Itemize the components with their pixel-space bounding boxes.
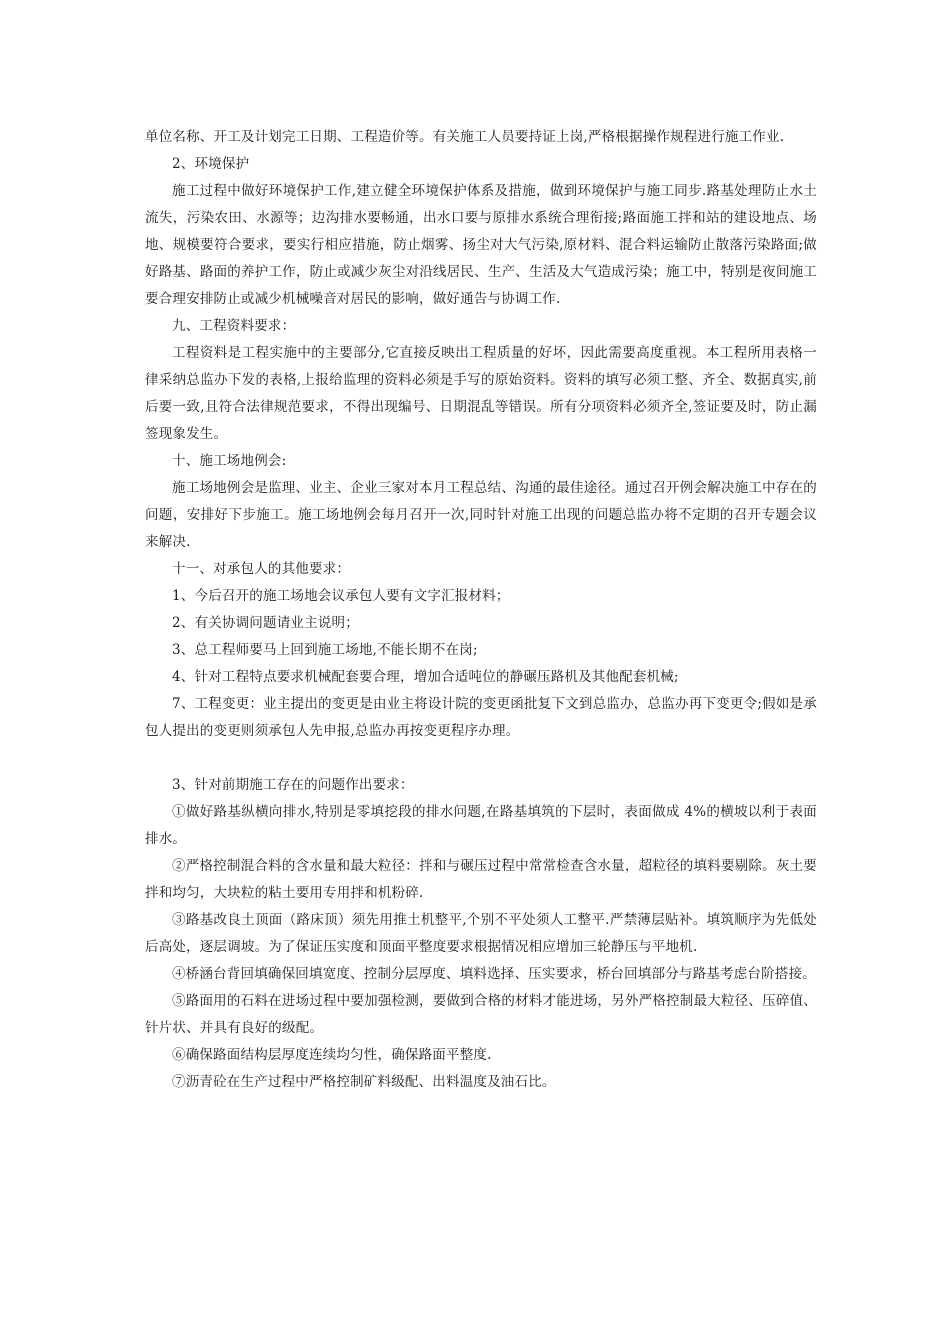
paragraph: 十、施工场地例会:	[172, 453, 287, 469]
paragraph: 1、今后召开的施工场地会议承包人要有文字汇报材料；	[172, 588, 510, 604]
paragraph: 3、总工程师要马上回到施工场地,不能长期不在岗;	[172, 642, 478, 658]
paragraph: 施工场地例会是监理、业主、企业三家对本月工程总结、沟通的最佳途径。通过召开例会解决施工中存在的问题，安排好下步施工。施工场地例会每月召开一次,同时针对施工出现的问题总监办将不定期的召开专题会议来解决.	[145, 480, 817, 550]
paragraph: ②严格控制混合料的含水量和最大粒径：拌和与碾压过程中常常检查含水量，超粒径的填料要剔除。灰土要拌和均匀，大块粒的粘土要用专用拌和机粉碎.	[145, 858, 817, 901]
paragraph: ③路基改良土顶面（路床顶）须先用推土机整平,个别不平处须人工整平.严禁薄层贴补。填筑顺序为先低处后高处，逐层调坡。为了保证压实度和顶面平整度要求根据情况相应增加三轮静压与平地机.	[145, 912, 817, 955]
paragraph: 九、工程资料要求：	[172, 318, 296, 334]
paragraph: 4、针对工程特点要求机械配套要合理，增加合适吨位的静碾压路机及其他配套机械;	[172, 669, 679, 685]
paragraph: 单位名称、开工及计划完工日期、工程造价等。有关施工人员要持证上岗,严格根据操作规程进行施工作业.	[145, 129, 785, 145]
paragraph: ①做好路基纵横向排水,特别是零填挖段的排水问题,在路基填筑的下层时，表面做成 4%的横坡以利于表面排水。	[145, 804, 817, 847]
paragraph: 3、针对前期施工存在的问题作出要求：	[172, 777, 414, 793]
paragraph: 2、环境保护	[172, 156, 250, 172]
paragraph: 2、有关协调问题请业主说明；	[172, 615, 359, 631]
paragraph: ⑤路面用的石料在进场过程中要加强检测，要做到合格的材料才能进场，另外严格控制最大粒径、压碎值、针片状、并具有良好的级配。	[145, 993, 817, 1036]
paragraph: 工程资料是工程实施中的主要部分,它直接反映出工程质量的好坏，因此需要高度重视。本工程所用表格一律采纳总监办下发的表格,上报给监理的资料必须是手写的原始资料。资料的填写必须工整、齐全、数据真实,前后要一致,且符合法律规范要求，不得出现编号、日期混乱等错误。所有分项资料必须齐全,签证要及时，防止漏签现象发生。	[145, 345, 817, 442]
blank-line	[145, 745, 817, 772]
paragraph: 施工过程中做好环境保护工作,建立健全环境保护体系及措施，做到环境保护与施工同步.路基处理防止水土流失，污染农田、水源等；边沟排水要畅通，出水口要与原排水系统合理衔接;路面施工拌和站的建设地点、场地、规模要符合要求，要实行相应措施，防止烟雾、扬尘对大气污染,原材料、混合料运输防止散落污染路面;做好路基、路面的养护工作，防止或减少灰尘对沿线居民、生产、生活及大气造成污染；施工中，特别是夜间施工要合理安排防止或减少机械噪音对居民的影响，做好通告与协调工作.	[145, 183, 817, 307]
paragraph: ⑥确保路面结构层厚度连续均匀性，确保路面平整度.	[172, 1047, 492, 1063]
document-body	[145, 124, 817, 1096]
paragraph: 十一、对承包人的其他要求：	[172, 561, 351, 577]
paragraph: 7、工程变更：业主提出的变更是由业主将设计院的变更函批复下文到总监办，总监办再下变更令;假如是承包人提出的变更则须承包人先申报,总监办再按变更程序办理。	[145, 696, 817, 739]
paragraph: ④桥涵台背回填确保回填宽度、控制分层厚度、填料选择、压实要求，桥台回填部分与路基考虑台阶搭接。	[172, 966, 816, 982]
paragraph: ⑦沥青砼在生产过程中严格控制矿料级配、出料温度及油石比。	[172, 1074, 556, 1090]
